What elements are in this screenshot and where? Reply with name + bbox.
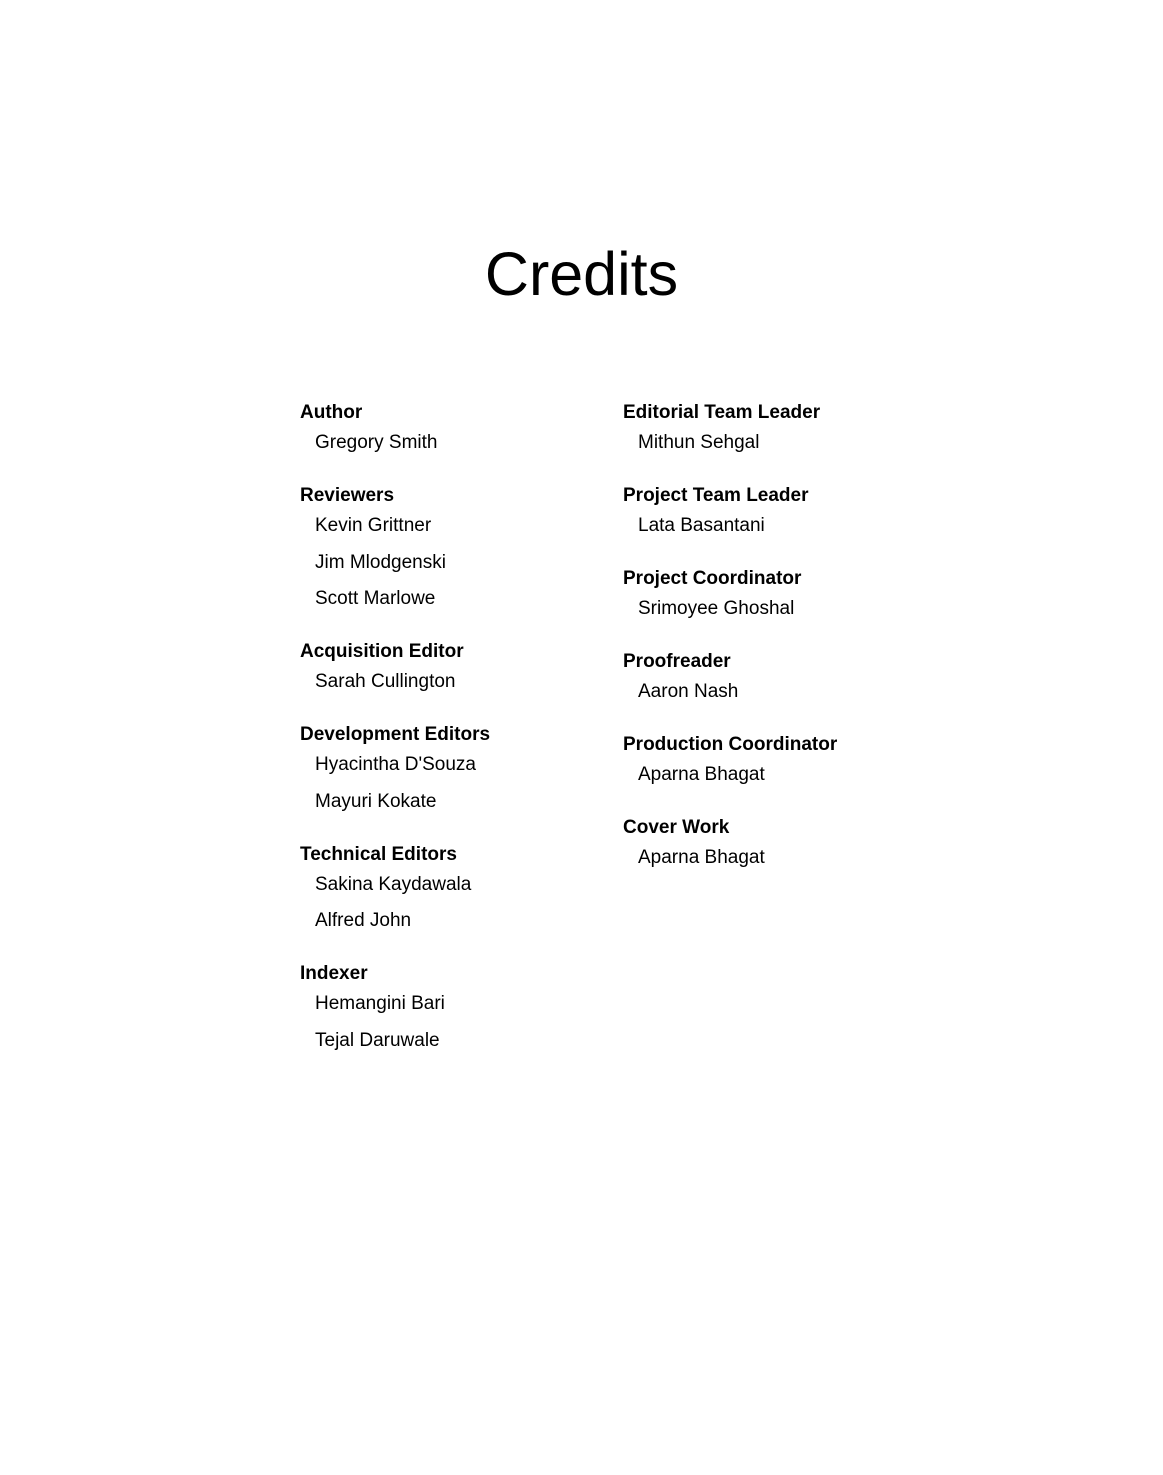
role-label: Author [300,402,363,423]
credit-name: Aparna Bhagat [638,847,765,868]
credit-name: Srimoyee Ghoshal [638,598,795,619]
role-label: Indexer [300,963,368,984]
credits-right-column [623,401,963,899]
page-title: Credits [484,240,679,308]
credit-name: Aparna Bhagat [638,764,765,785]
credit-name: Tejal Daruwale [315,1029,440,1051]
role-label: Development Editors [300,724,491,745]
role-label: Technical Editors [300,843,457,865]
credits-left-column [300,401,600,1082]
credit-name: Jim Mlodgenski [315,551,446,573]
credit-name: Mithun Sehgal [638,432,760,453]
role-label: Project Team Leader [623,485,809,506]
credit-name: Hyacintha D'Souza [315,754,476,775]
role-label: Project Coordinator [623,568,802,589]
credit-section-acquisition-editor [300,640,600,694]
credit-section-editorial-team-leader [623,401,963,455]
credit-name: Mayuri Kokate [315,790,437,812]
credit-name: Sarah Cullington [315,671,456,692]
credit-name: Scott Marlowe [315,588,436,609]
role-label: Proofreader [623,651,731,672]
role-label: Cover Work [623,817,730,838]
credit-name: Sakina Kaydawala [315,873,472,895]
credit-section-author [300,401,600,455]
credit-section-indexer [300,962,600,1053]
credit-section-project-team-leader [623,484,963,538]
role-label: Acquisition Editor [300,641,464,662]
role-label: Reviewers [300,485,395,506]
role-label: Production Coordinator [623,734,838,755]
role-label: Editorial Team Leader [623,402,821,423]
credit-section-proofreader [623,650,963,704]
credit-name: Gregory Smith [315,432,438,453]
credit-name: Alfred John [315,910,412,931]
credit-name: Lata Basantani [638,515,765,536]
credit-name: Aaron Nash [638,681,739,702]
credit-name: Hemangini Bari [315,993,445,1014]
credit-name: Kevin Grittner [315,515,432,536]
credit-section-production-coordinator [623,733,963,787]
credit-section-cover-work [623,816,963,870]
credit-section-development-editors [300,723,600,814]
credit-section-project-coordinator [623,567,963,621]
credit-section-technical-editors [300,843,600,934]
credit-section-reviewers [300,484,600,611]
